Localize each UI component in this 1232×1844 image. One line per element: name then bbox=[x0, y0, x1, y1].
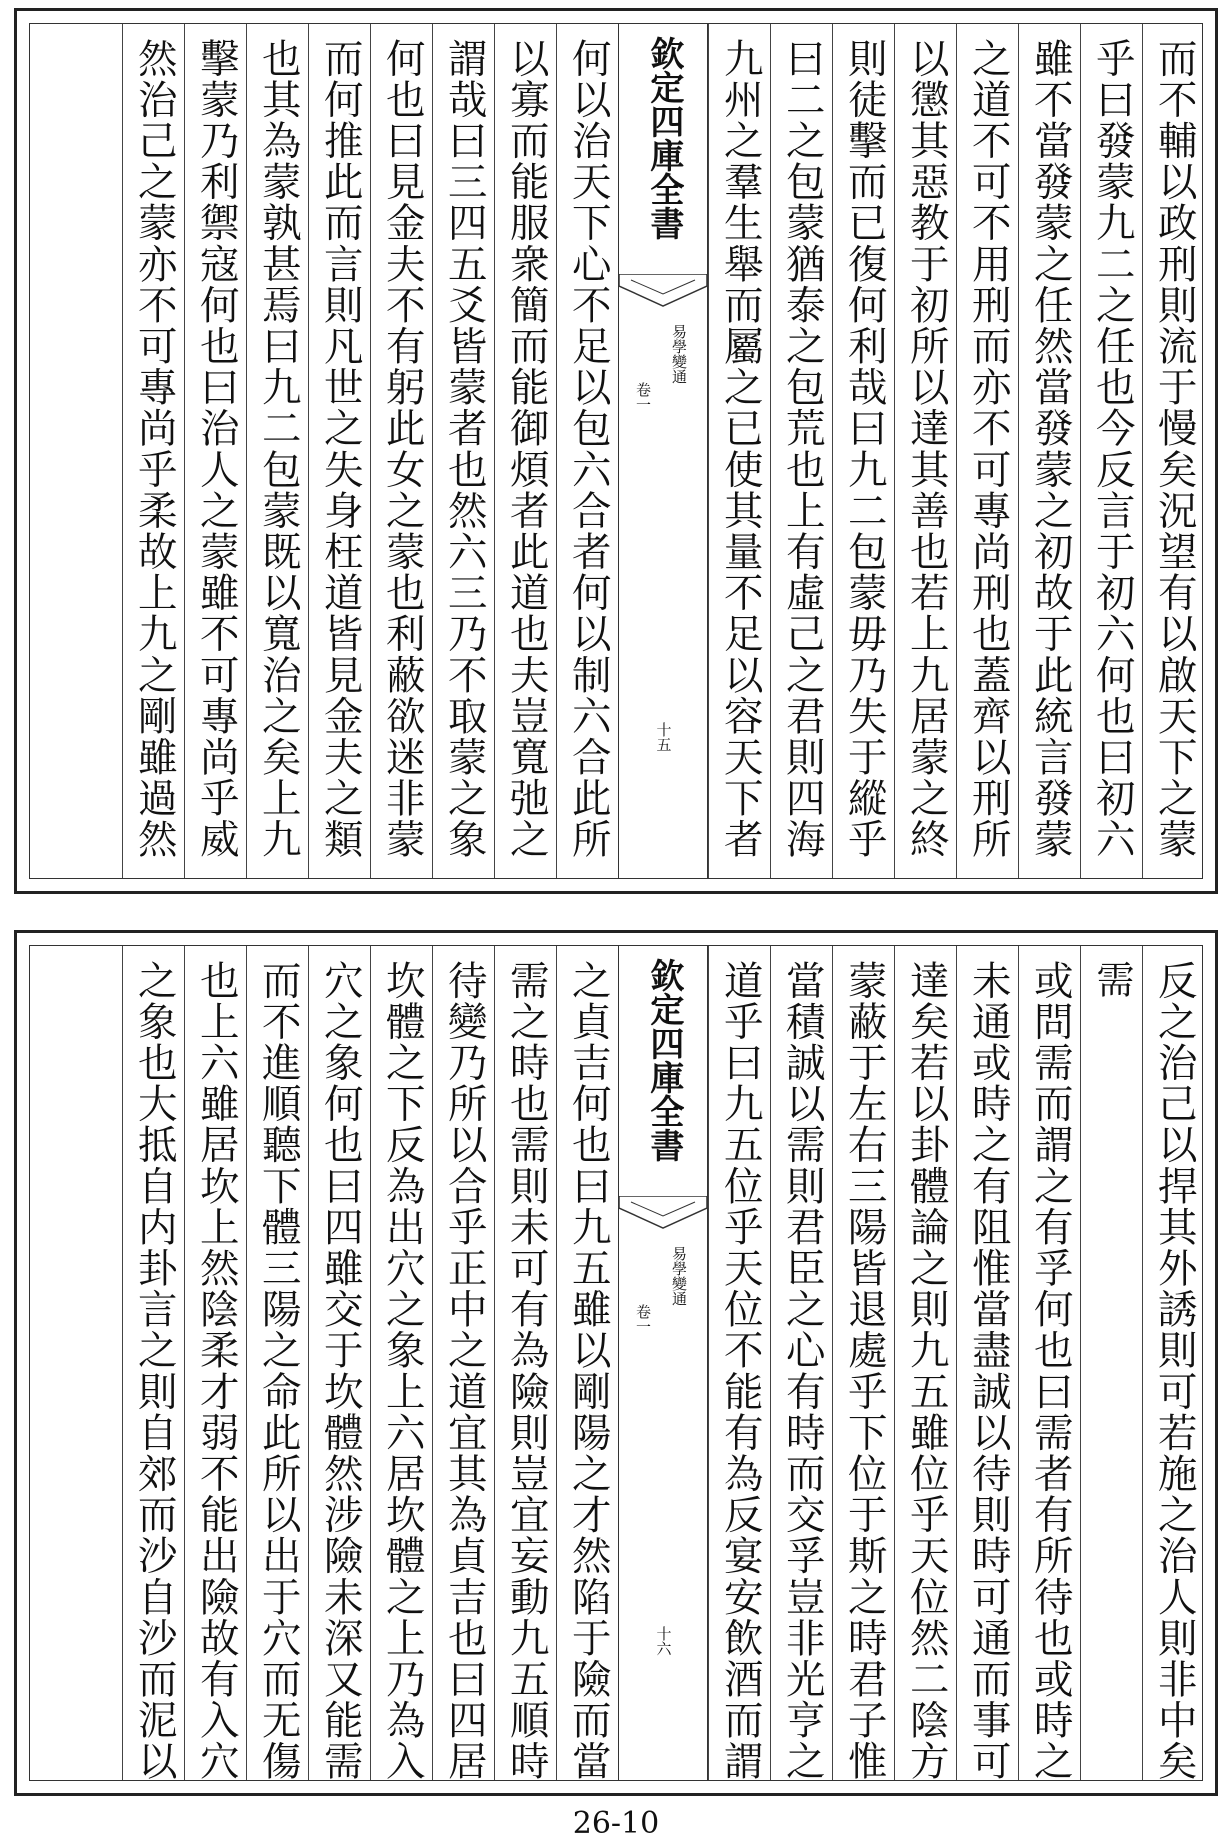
column-text: 道乎曰九五位乎天位不能有為反宴安飲酒而謂 bbox=[717, 960, 764, 1782]
column-text: 而不輔以政刑則流于慢矣況望有以啟天下之蒙 bbox=[1151, 38, 1198, 860]
column-text: 擊蒙乃利禦寇何也曰治人之蒙雖不可專尚乎威 bbox=[193, 38, 240, 860]
text-column bbox=[956, 24, 1019, 878]
column-text: 謂哉曰三四五爻皆蒙者也然六三乃不取蒙之象 bbox=[441, 38, 488, 860]
fishtail-ornament bbox=[619, 1196, 707, 1236]
bottom-leaf-frame bbox=[29, 945, 1203, 1781]
volume-label: 卷一 bbox=[634, 382, 652, 412]
text-column bbox=[1018, 946, 1081, 1780]
column-text: 之道不可不用刑而亦不可專尚刑也蓋齊以刑所 bbox=[965, 38, 1012, 860]
top-leaf-frame bbox=[29, 23, 1203, 879]
text-column bbox=[894, 24, 957, 878]
text-column bbox=[494, 24, 557, 878]
text-column bbox=[308, 24, 371, 878]
text-column bbox=[370, 24, 433, 878]
page-number bbox=[656, 722, 671, 756]
text-column bbox=[770, 946, 833, 1780]
text-column bbox=[1142, 946, 1205, 1780]
column-text: 何也曰見金夫不有躬此女之蒙也利蔽欲迷非蒙 bbox=[379, 38, 426, 860]
column-text: 而不進順聽下體三陽之命此所以出于穴而无傷 bbox=[255, 960, 302, 1782]
text-column bbox=[494, 946, 557, 1780]
text-column bbox=[246, 24, 309, 878]
text-column bbox=[894, 946, 957, 1780]
column-text: 也其為蒙孰甚焉曰九二包蒙既以寬治之矣上九 bbox=[255, 38, 302, 860]
column-text: 然治己之蒙亦不可專尚乎柔故上九之剛雖過然 bbox=[131, 38, 178, 860]
column-text: 反之治己以捍其外誘則可若施之治人則非中矣 bbox=[1151, 960, 1198, 1782]
column-text: 或問需而謂之有孚何也曰需者有所待也或時之 bbox=[1027, 960, 1074, 1782]
top-leaf bbox=[14, 8, 1218, 894]
page-number-text: 十六 bbox=[654, 1626, 673, 1656]
column-text: 達矣若以卦體論之則九五雖位乎天位然二陰方 bbox=[903, 960, 950, 1782]
text-column bbox=[832, 946, 895, 1780]
column-text: 九州之羣生舉而屬之已使其量不足以容天下者 bbox=[717, 38, 764, 860]
column-text: 而何推此而言則凡世之失身枉道皆見金夫之類 bbox=[317, 38, 364, 860]
column-text: 何以治天下心不足以包六合者何以制六合此所 bbox=[565, 38, 612, 860]
center-fold bbox=[618, 24, 708, 878]
column-text: 之貞吉何也曰九五雖以剛陽之才然陷于險而當 bbox=[565, 960, 612, 1782]
text-column bbox=[246, 946, 309, 1780]
text-column bbox=[122, 24, 185, 878]
column-text: 雖不當發蒙之任然當發蒙之初故于此統言發蒙 bbox=[1027, 38, 1074, 860]
bottom-leaf bbox=[14, 930, 1218, 1796]
column-text: 乎曰發蒙九二之任也今反言于初六何也曰初六 bbox=[1089, 38, 1136, 860]
column-text: 以寡而能服衆簡而能御煩者此道也夫豈寬弛之 bbox=[503, 38, 550, 860]
column-text: 未通或時之有阻惟當盡誠以待則時可通而事可 bbox=[965, 960, 1012, 1782]
column-text: 穴之象何也曰四雖交于坎體然涉險未深又能需 bbox=[317, 960, 364, 1782]
folio-number: 26-10 bbox=[572, 1806, 660, 1841]
column-text: 蒙蔽于左右三陽皆退處乎下位于斯之時君子惟 bbox=[841, 960, 888, 1782]
text-column bbox=[308, 946, 371, 1780]
column-text: 以懲其惡教于初所以達其善也若上九居蒙之終 bbox=[903, 38, 950, 860]
text-column bbox=[708, 946, 771, 1780]
text-column bbox=[556, 24, 619, 878]
text-column bbox=[432, 24, 495, 878]
page-number bbox=[656, 1626, 671, 1660]
text-column bbox=[1080, 24, 1143, 878]
column-text: 需之時也需則未可有為險則豈宜妄動九五順時 bbox=[503, 960, 550, 1782]
center-fold bbox=[618, 946, 708, 1780]
text-column bbox=[1142, 24, 1205, 878]
center-title: 欽定四庫全書 bbox=[643, 958, 684, 1162]
text-column bbox=[832, 24, 895, 878]
column-text: 坎體之下反為出穴之象上六居坎體之上乃為入 bbox=[379, 960, 426, 1782]
column-text: 也上六雖居坎上然陰柔才弱不能出險故有入穴 bbox=[193, 960, 240, 1782]
center-title: 欽定四庫全書 bbox=[643, 36, 684, 240]
text-column bbox=[1080, 946, 1143, 1780]
text-column bbox=[556, 946, 619, 1780]
book-title: 易學變通 bbox=[670, 1246, 688, 1306]
text-column bbox=[184, 946, 247, 1780]
column-text: 待變乃所以合乎正中之道宜其為貞吉也曰四居 bbox=[441, 960, 488, 1782]
text-column bbox=[184, 24, 247, 878]
fishtail-ornament bbox=[619, 274, 707, 314]
column-text: 當積誠以需則君臣之心有時而交孚豈非光亨之 bbox=[779, 960, 826, 1782]
text-column bbox=[370, 946, 433, 1780]
text-column bbox=[432, 946, 495, 1780]
page-number-text: 十五 bbox=[654, 722, 673, 752]
text-column bbox=[770, 24, 833, 878]
text-column bbox=[122, 946, 185, 1780]
text-column bbox=[1018, 24, 1081, 878]
text-column bbox=[708, 24, 771, 878]
hexagram-heading: 需 bbox=[1090, 960, 1134, 1000]
book-title: 易學變通 bbox=[670, 324, 688, 384]
volume-label: 卷一 bbox=[634, 1304, 652, 1334]
column-text: 則徒擊而已復何利哉曰九二包蒙毋乃失于縱乎 bbox=[841, 38, 888, 860]
text-column bbox=[956, 946, 1019, 1780]
column-text: 之象也大抵自内卦言之則自郊而沙自沙而泥以 bbox=[131, 960, 178, 1782]
column-text: 曰二之包蒙猶泰之包荒也上有虛己之君則四海 bbox=[779, 38, 826, 860]
